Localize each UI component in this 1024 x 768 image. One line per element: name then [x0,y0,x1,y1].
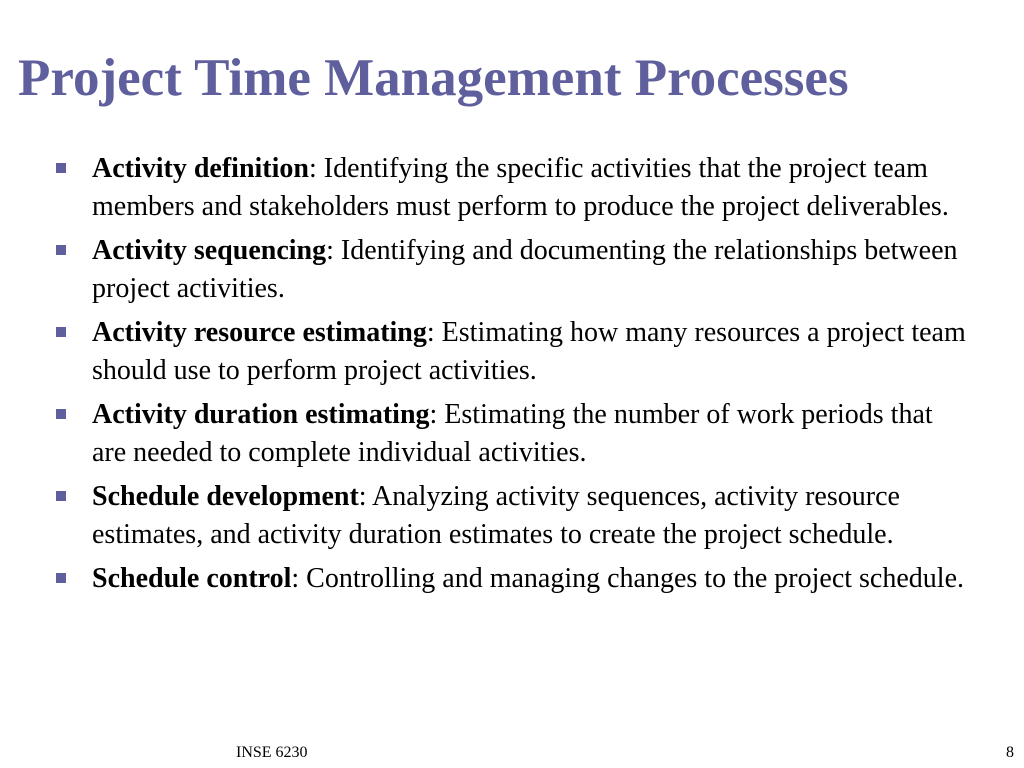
square-bullet-icon [56,573,66,583]
bullet-text: : Analyzing activity sequences, activity resource estimates, and activity duration estimates to create the project schedule. [92,481,900,550]
square-bullet-icon [56,245,66,255]
bullet-list [50,150,970,605]
bullet-item-schedule-control [50,560,970,598]
square-bullet-icon [56,163,66,173]
square-bullet-icon [56,409,66,419]
square-bullet-icon [56,327,66,337]
bullet-item-activity-resource-estimating [50,314,970,389]
bullet-term: Schedule control [92,563,292,594]
bullet-term: Activity resource estimating [92,317,427,348]
bullet-item-activity-sequencing [50,232,970,307]
bullet-term: Activity sequencing [92,235,327,266]
bullet-item-activity-definition [50,150,970,225]
bullet-text: : Estimating how many resources a project team should use to perform project activities. [92,317,966,386]
bullet-text: : Estimating the number of work periods that are needed to complete individual activities. [92,399,933,468]
square-bullet-icon [56,491,66,501]
slide-title: Project Time Management Processes [18,49,849,107]
bullet-text: : Controlling and managing changes to the project schedule. [291,563,964,594]
bullet-item-activity-duration-estimating [50,396,970,471]
bullet-item-schedule-development [50,478,970,553]
bullet-text: : Identifying and documenting the relationships between project activities. [92,235,958,304]
bullet-term: Activity definition [92,153,309,184]
footer-page-number: 8 [1006,744,1014,761]
bullet-term: Activity duration estimating [92,399,430,430]
bullet-text: : Identifying the specific activities that the project team members and stakeholders must perform to produce the project deliverables. [92,153,949,222]
bullet-term: Schedule development [92,481,359,512]
footer-course-code: INSE 6230 [236,744,308,761]
